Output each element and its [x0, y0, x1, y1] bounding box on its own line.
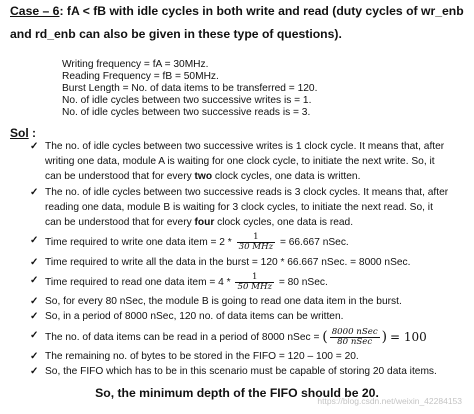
solution-item-2-line3: can be understood that for every four clock cycles, one data is read. [45, 217, 354, 228]
given-burst-length: Burst Length = No. of data items to be transferred = 120. [62, 83, 318, 94]
checkmark-icon: ✓ [30, 311, 39, 322]
solution-item-2-line2: reading one data, module B is waiting for 3 clock cycles, to initiate the next read. So, it [45, 202, 433, 213]
watermark: https://blog.csdn.net/weixin_42284153 [317, 396, 462, 406]
checkmark-icon: ✓ [30, 275, 39, 286]
checkmark-icon: ✓ [30, 187, 39, 198]
case-heading-line2: and rd_enb can also be given in these type of questions). [10, 27, 342, 41]
checkmark-icon: ✓ [30, 351, 39, 362]
read-time-fraction: $\frac{1}{\text{50 MHz}}$ [237, 272, 272, 292]
checkmark-icon: ✓ [30, 257, 39, 268]
checkmark-icon: ✓ [30, 366, 39, 377]
case-description: : fA < fB with idle cycles in both write and read (duty cycles of wr_enb [59, 4, 464, 18]
checkmark-icon: ✓ [30, 235, 39, 246]
checkmark-icon: ✓ [30, 330, 39, 341]
case-number: Case – 6 [10, 4, 60, 18]
solution-item-1-line3: can be understood that for every two clock cycles, one data is written. [45, 171, 361, 182]
write-time-fraction: $\frac{1}{\text{30 MHz}}$ [238, 232, 274, 252]
final-answer: So, the minimum depth of the FIFO should be 20. [95, 386, 379, 400]
solution-label: Sol : [10, 126, 37, 140]
given-writing-frequency: Writing frequency = fA = 30MHz. [62, 59, 209, 70]
given-reading-frequency: Reading Frequency = fB = 50MHz. [62, 71, 219, 82]
case-heading-line1 [10, 4, 464, 18]
read-count-fraction: $\frac{\text{8000 nSec}}{\text{80 nSec}}$ [331, 327, 378, 347]
given-write-idle-cycles: No. of idle cycles between two successive writes is = 1. [62, 95, 312, 106]
checkmark-icon: ✓ [30, 296, 39, 307]
checkmark-icon: ✓ [30, 141, 39, 152]
solution-item-1-line2: writing one data, module A is waiting for one clock cycle, to initiate the next write. So, it [45, 156, 435, 167]
given-read-idle-cycles: No. of idle cycles between two successive reads is = 3. [62, 107, 311, 118]
